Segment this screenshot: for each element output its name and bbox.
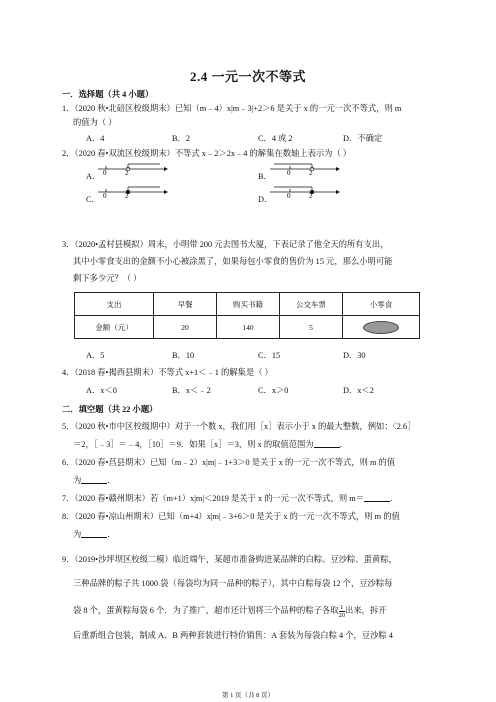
fraction-denominator: 20	[338, 612, 346, 619]
q2-option-b: B．	[258, 172, 272, 181]
axis-label-zero: 0	[287, 169, 291, 177]
question-6-line-2: 为 ．	[73, 476, 116, 485]
question-2-line-1: 2．（2020 春•双流区校级期末）不等式 x﹣2＞2x﹣4 的解集在数轴上表示为（ ）	[62, 149, 352, 158]
table-header-cell: 小零食	[343, 293, 420, 316]
table-cell: 5	[280, 316, 343, 339]
question-5-line-1: 5．（2020 秋•市中区校级期中）对于一个数 x，我们用［x］表示小于 x 的最大整数，例如：〈2.6］	[62, 422, 416, 431]
axis-label-two: 2	[125, 192, 129, 200]
table-cell: 20	[154, 316, 217, 339]
q3-option-a: A．5	[86, 351, 105, 360]
axis-label-two: 2	[125, 169, 129, 177]
question-7-line-1: 7．（2020 春•赣州期末）若（m+1）x|m|＜2019 是关于 x 的一元一次不等式，则 m＝ ．	[62, 494, 399, 503]
blacked-out-cell	[343, 316, 420, 339]
q3-option-d: D．30	[343, 351, 366, 360]
page-title: 2.4 一元一次不等式	[189, 69, 306, 84]
axis-label-zero: 0	[287, 192, 291, 200]
question-9-line-4: 后重新组合包装，制成 A、B 两种套装进行特价销售：A 套装为每袋白粽 4 个，豆沙粽 4	[73, 631, 393, 640]
table-header-cell: 公交车票	[280, 293, 343, 316]
axis-label-two: 2	[309, 169, 313, 177]
answer-blank	[81, 475, 107, 484]
question-1-line-1: 1．（2020 秋•北碚区校级期末）已知（m﹣4）x|m﹣3|+2＞6 是关于 x 的一元一次不等式，则 m	[62, 104, 402, 113]
question-8-line-1: 8．（2020 春•凉山州期末）已知（m+4）x|m|﹣3+6＞0 是关于 x 的一元一次不等式，则 m 的值	[62, 512, 400, 521]
table-row	[75, 316, 420, 339]
table-cell: 140	[217, 316, 280, 339]
q2-option-a: A．	[86, 172, 101, 181]
question-1-line-2: 的值为（ ）	[73, 118, 117, 127]
number-line-b	[270, 160, 340, 178]
question-3-line-2: 其中小零食支出的金额不小心被涂黑了，如果每包小零食的售价为 15 元，那么小明可能	[73, 257, 393, 266]
fraction-numerator: 1	[340, 604, 344, 611]
expense-table	[74, 292, 420, 339]
number-line-c	[98, 183, 168, 201]
table-header-cell: 购买书籍	[217, 293, 280, 316]
question-9-line-2: 三种品牌的粽子共 1000 袋（每袋均为同一品种的粽子），其中白粽每袋 12 个，豆沙粽每	[73, 579, 393, 588]
question-6-line-1: 6．（2020 春•莒县期末）已知（m﹣2）x|m|﹣1+3＞0 是关于 x 的一元一次不等式，则 m 的值	[62, 458, 396, 467]
q1-option-c: C．4 或 2	[258, 134, 293, 143]
question-3-line-3: 剩下多少元？（ ）	[73, 274, 142, 283]
axis-label-zero: 0	[103, 169, 107, 177]
section-heading-choice: 一．选择题（共 4 小题）	[62, 90, 154, 99]
q1-option-b: B．2	[172, 134, 190, 143]
q3-option-c: C．15	[258, 351, 281, 360]
question-3-line-1: 3．（2020•孟村县模拟）周末，小明带 200 元去图书大厦，下表记录了他全天的所有支出，	[62, 240, 389, 249]
number-line-d	[270, 183, 340, 201]
question-8-line-2: 为 ．	[73, 530, 116, 539]
answer-blank	[81, 529, 107, 538]
q2-option-d: D．	[258, 195, 273, 204]
q4-option-b: B．x＜﹣2	[172, 386, 211, 395]
q9-text-b: 出来，拆开	[345, 606, 387, 615]
q5-text: ＝2，［﹣3］＝﹣4，［10］＝9．如果［x］＝3，则 x 的取值范围为	[73, 440, 314, 449]
q9-text-a: 袋 8 个，蛋黄粽每袋 6 个．为了推广，超市还计划将三个品种的粽子各取	[73, 606, 339, 615]
q1-option-a: A．4	[86, 134, 105, 143]
q7-text: 7．（2020 春•赣州期末）若（m+1）x|m|＜2019 是关于 x 的一元一次不等式，则 m＝	[62, 494, 364, 503]
q1-option-d: D．不确定	[343, 134, 383, 143]
q3-option-b: B．10	[172, 351, 195, 360]
q2-option-c: C．	[86, 195, 100, 204]
section-heading-fill: 二．填空题（共 22 小题）	[62, 405, 158, 414]
table-header-cell: 支出	[75, 293, 154, 316]
number-line-a	[98, 160, 168, 178]
axis-label-two: 2	[309, 192, 313, 200]
axis-label-zero: 0	[103, 192, 107, 200]
table-cell: 金额（元）	[75, 316, 154, 339]
q6-text: 为	[73, 476, 82, 485]
table-header-row	[75, 293, 420, 316]
q4-option-c: C．x＞0	[258, 386, 289, 395]
question-5-line-2: ＝2，［﹣3］＝﹣4，［10］＝9．如果［x］＝3，则 x 的取值范围为 ．	[73, 440, 348, 449]
answer-blank	[314, 439, 340, 448]
question-9-line-3	[73, 604, 453, 619]
blacked-out-oval	[363, 321, 399, 334]
question-9-line-1: 9．（2019•沙坪坝区校级二模）临近端午，某超市准备购进某品牌的白粽、豆沙粽、蛋黄粽，	[62, 555, 397, 564]
answer-blank	[364, 493, 390, 502]
question-4-line-1: 4．（2018 春•揭西县期末）不等式 x+1＜﹣1 的解集是（ ）	[62, 368, 273, 377]
q4-option-d: D．x＜2	[343, 386, 374, 395]
page-footer: 第 1 页（共 8 页）	[222, 692, 274, 699]
table-header-cell: 早餐	[154, 293, 217, 316]
q4-option-a: A．x＜0	[86, 386, 117, 395]
q8-text: 为	[73, 530, 82, 539]
